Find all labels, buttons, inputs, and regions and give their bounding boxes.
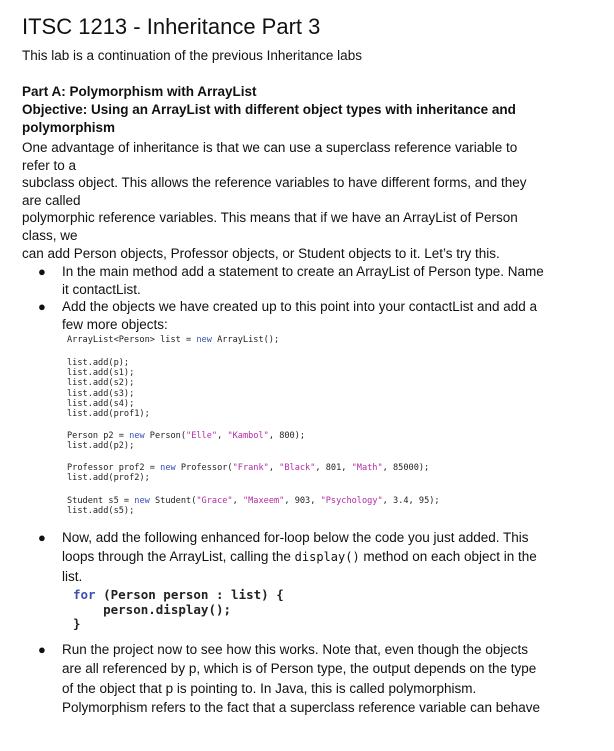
code-keyword: new: [196, 335, 212, 345]
code-declaration: [67, 335, 279, 345]
intro-line: can add Person objects, Professor objects, or Student objects to it. Let’s try this.: [22, 245, 500, 261]
bullet-line: In the main method add a statement to create an ArrayList of Person type. Name: [62, 264, 544, 279]
bullet-dot-icon: ●: [38, 642, 46, 657]
code-text: , 800);: [268, 431, 306, 441]
code-keyword: for: [73, 587, 96, 602]
bullet-dot-icon: ●: [38, 264, 46, 279]
bullet-line: are all referenced by p, which is of Person type, the output depends on the type: [62, 661, 537, 677]
intro-line: class, we: [22, 227, 78, 243]
code-text: , 903,: [284, 496, 321, 506]
bullet-line: [62, 547, 582, 567]
code-add-list: [67, 358, 150, 419]
code-string: "Kambol": [227, 431, 269, 441]
bullet-line: of the object that p is pointing to. In Java, this is called polymorphism.: [62, 680, 477, 696]
bullet-line: Run the project now to see how this works. Note that, even though the objects: [62, 642, 529, 657]
code-line: list.add(s3);: [67, 388, 135, 399]
code-text: Professor(: [175, 463, 233, 473]
bullet-text: method on each object in the: [359, 549, 537, 564]
code-text: Person p2 =: [67, 431, 130, 441]
code-text: Professor prof2 =: [67, 463, 161, 473]
code-person-p2: [67, 431, 305, 451]
bullet-item-1: [38, 263, 582, 298]
bullet-line: Polymorphism refers to the fact that a superclass reference variable can behave: [62, 699, 540, 715]
bullet-line: it contactList.: [62, 281, 141, 297]
code-line: list.add(prof1);: [67, 409, 150, 420]
code-line: person.display();: [73, 601, 232, 617]
code-text: , 801,: [315, 463, 352, 473]
code-text: Student s5 =: [67, 496, 135, 506]
intro-line: polymorphic reference variables. This means that if we have an ArrayList of Person: [22, 210, 518, 226]
bullet-dot-icon: ●: [38, 299, 46, 314]
code-keyword: new: [129, 431, 145, 441]
code-text: ,: [268, 463, 280, 473]
bullet-line: Now, add the following enhanced for-loop below the code you just added. This: [62, 530, 529, 545]
code-text: ,: [232, 496, 243, 506]
bullet-line: few more objects:: [62, 316, 168, 332]
code-line: list.add(prof2);: [67, 473, 150, 484]
bullet-text: loops through the ArrayList, calling the: [62, 549, 295, 564]
code-line: }: [73, 616, 81, 631]
code-string: "Black": [279, 463, 316, 473]
bullet-line: list.: [62, 569, 83, 584]
code-keyword: new: [160, 463, 176, 473]
code-text: ,: [217, 431, 228, 441]
bullet-item-3: [38, 528, 582, 586]
code-text: , 85000);: [382, 463, 430, 473]
code-string: "Frank": [232, 463, 269, 473]
code-line: list.add(s5);: [67, 506, 135, 517]
code-professor-prof2: [67, 463, 429, 483]
objective-line: Objective: Using an ArrayList with different object types with inheritance and: [22, 102, 516, 117]
code-line: list.add(p2);: [67, 441, 135, 452]
intro-line: One advantage of inheritance is that we can use a superclass reference variable to: [22, 140, 518, 155]
code-line: list.add(s1);: [67, 368, 135, 379]
code-student-s5: [67, 496, 440, 516]
code-string: "Psychology": [320, 496, 383, 506]
code-text: , 3.4, 95);: [382, 496, 440, 506]
intro-paragraph: [22, 139, 582, 262]
code-text: Person(: [144, 431, 187, 441]
page-title: ITSC 1213 - Inheritance Part 3: [22, 14, 321, 39]
code-text: (Person person : list) {: [95, 587, 284, 602]
part-a-heading: Part A: Polymorphism with ArrayList: [22, 84, 257, 99]
code-text: ArrayList();: [211, 335, 280, 345]
subtitle: This lab is a continuation of the previous Inheritance labs: [22, 48, 362, 63]
code-string: "Math": [351, 463, 383, 473]
bullet-item-2: [38, 298, 582, 333]
objective: [22, 101, 542, 137]
intro-line: subclass object. This allows the reference variables to have different forms, and they: [22, 175, 527, 191]
objective-line: polymorphism: [22, 120, 116, 135]
code-line: list.add(s4);: [67, 398, 135, 409]
intro-line: are called: [22, 192, 81, 208]
inline-code: display(): [294, 550, 360, 564]
bullet-line: Add the objects we have created up to this point into your contactList and add a: [62, 299, 538, 314]
code-enhanced-for-loop: [73, 588, 284, 632]
intro-line: refer to a: [22, 157, 77, 173]
bullet-item-4: [38, 640, 582, 717]
code-line: list.add(p);: [67, 358, 130, 368]
code-keyword: new: [134, 496, 150, 506]
code-string: "Grace": [196, 496, 233, 506]
code-line: list.add(s2);: [67, 378, 135, 389]
code-string: "Elle": [186, 431, 218, 441]
code-text: Student(: [149, 496, 197, 506]
code-text: ArrayList<Person> list =: [67, 335, 197, 345]
code-string: "Maxeem": [242, 496, 285, 506]
bullet-dot-icon: ●: [38, 530, 46, 545]
